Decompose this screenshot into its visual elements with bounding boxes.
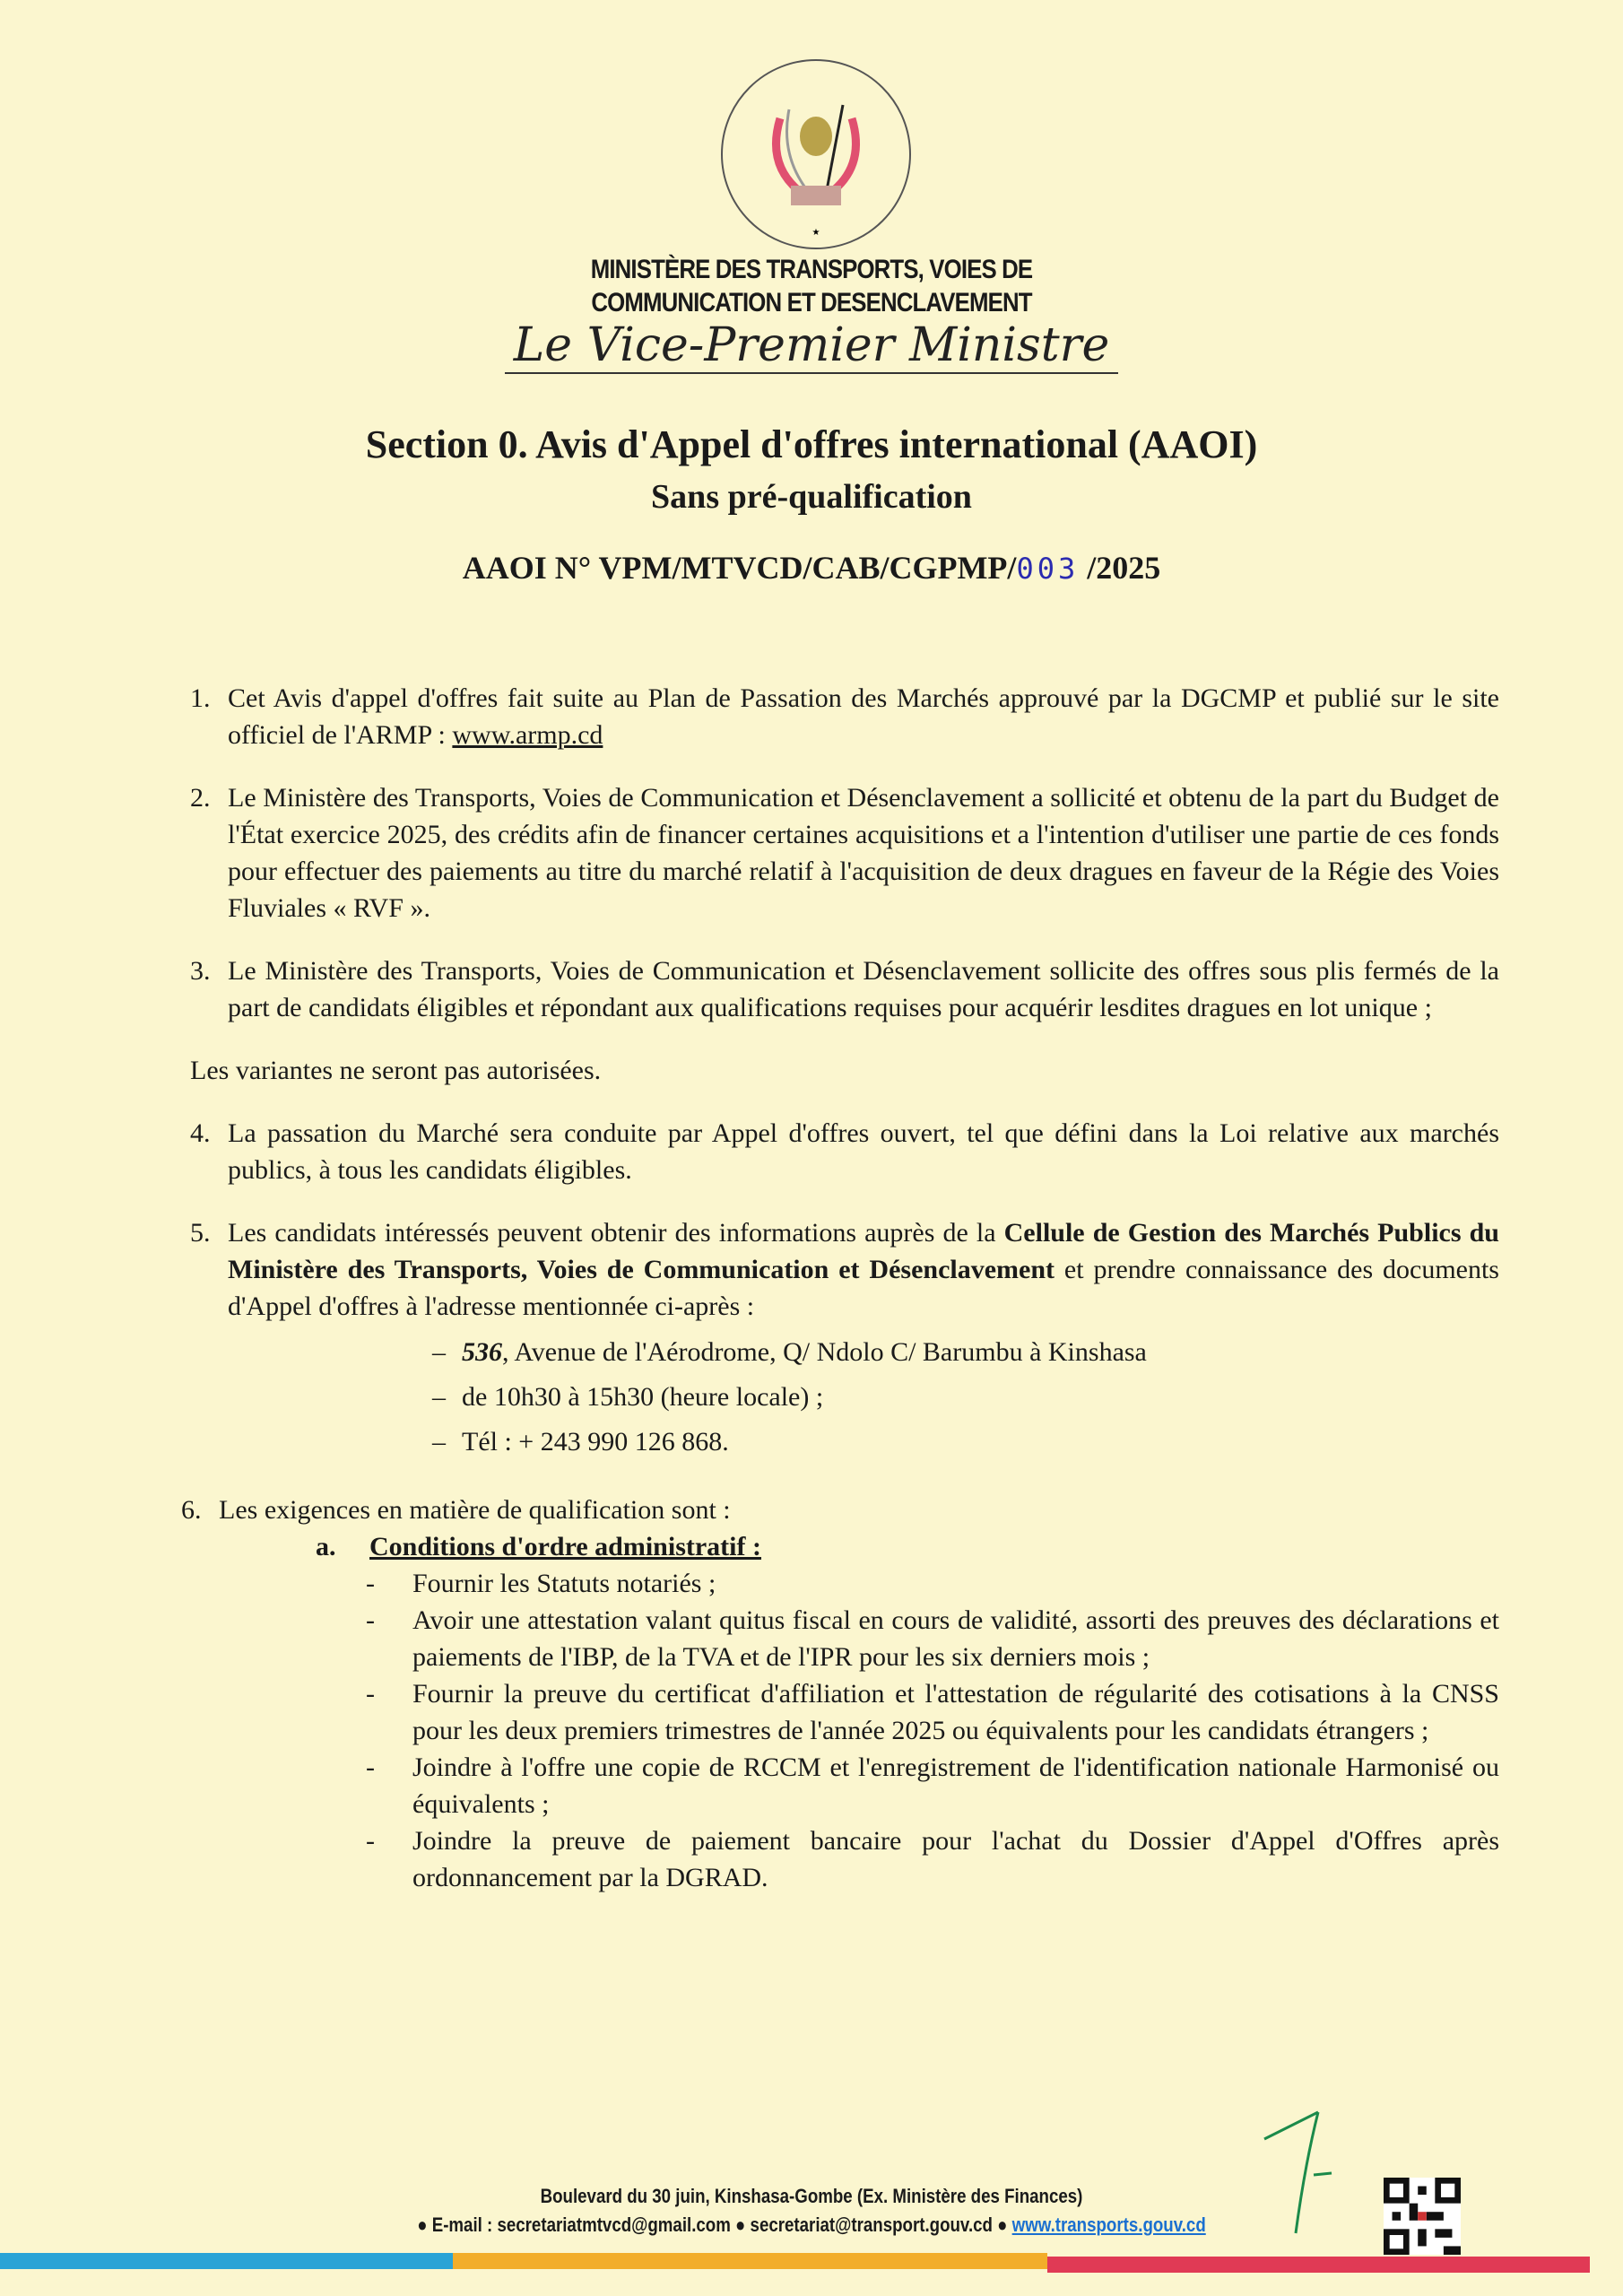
- contact-list: [432, 1330, 1499, 1465]
- ministry-name-line2: COMMUNICATION ET DESENCLAVEMENT: [591, 288, 1032, 317]
- variantes-note: Les variantes ne seront pas autorisées.: [190, 1056, 602, 1085]
- website-link[interactable]: www.transports.gouv.cd: [1011, 2213, 1206, 2236]
- office-title: [0, 318, 1623, 372]
- section-subtitle: Sans pré-qualification: [651, 478, 972, 516]
- footer-emails: ● E-mail : secretariatmtvcd@gmail.com ● secretariat@transport.gouv.cd ●: [417, 2213, 1012, 2236]
- condition-item: - Avoir une attestation valant quitus fiscal en cours de validité, assorti des preuves des déclarations et paiements de l'IBP, de la TVA et de l'IPR pour les six derniers mois ;: [366, 1605, 1499, 1672]
- item-number: 2.: [190, 783, 211, 813]
- item-number: 1.: [190, 683, 211, 713]
- condition-item: - Joindre à l'offre une copie de RCCM et l'enregistrement de l'identification nationale Harmonisé ou équivalents ;: [366, 1752, 1499, 1819]
- condition-item: - Fournir la preuve du certificat d'affiliation et l'attestation de régularité des cotisations à la CNSS pour les deux premiers trimestres de l'année 2025 ou équivalents pour les candidats étrangers ;: [366, 1679, 1499, 1745]
- footer-address: Boulevard du 30 juin, Kinshasa-Gombe (Ex. Ministère des Finances): [540, 2185, 1083, 2207]
- p5-bold: Cellule de Gestion des Marchés Publics du Ministère des Transports, Voies de Communication et Désenclavement: [228, 1218, 1499, 1284]
- armp-link[interactable]: www.armp.cd: [452, 720, 603, 750]
- flag-bar-blue: [0, 2253, 453, 2269]
- section-title: Section 0. Avis d'Appel d'offres international (AAOI): [365, 422, 1258, 466]
- admin-conditions-list: [190, 1565, 1499, 1896]
- ref-suffix: /2025: [1079, 550, 1161, 586]
- ref-prefix: AAOI N° VPM/MTVCD/CAB/CGPMP/: [462, 550, 1017, 586]
- item-number: 6.: [181, 1495, 202, 1525]
- p4-text: La passation du Marché sera conduite par Appel d'offres ouvert, tel que défini dans la Loi relative aux marchés publics, à tous les candidats éligibles.: [228, 1118, 1499, 1185]
- paragraph-6: [181, 1492, 1499, 1528]
- item-number: 5.: [190, 1218, 211, 1248]
- address-number: 536: [462, 1337, 502, 1367]
- svg-text:★: ★: [812, 228, 820, 238]
- footer-contacts: [122, 2213, 1502, 2237]
- subsection-a: [316, 1528, 1499, 1565]
- p5-text-a: Les candidats intéressés peuvent obtenir des informations auprès de la: [228, 1218, 1004, 1248]
- address-text: , Avenue de l'Aérodrome, Q/ Ndolo C/ Barumbu à Kinshasa: [502, 1337, 1147, 1367]
- flag-bar-yellow: [453, 2253, 1047, 2269]
- paragraph-5: [190, 1214, 1499, 1325]
- item-number: 3.: [190, 956, 211, 986]
- reference-number: [0, 549, 1623, 587]
- p5-text-b: et prendre connaissance des documents d'Appel d'offres à l'adresse mentionnée ci-après :: [228, 1255, 1499, 1321]
- p1-text: Cet Avis d'appel d'offres fait suite au Plan de Passation des Marchés approuvé par la DGCMP et publié sur le site officiel de l'ARMP :: [228, 683, 1499, 750]
- subsection-title: Conditions d'ordre administratif :: [369, 1532, 761, 1561]
- ref-handwritten-number: 003: [1016, 552, 1080, 586]
- subsection-label: a.: [316, 1532, 336, 1561]
- ministry-name-line1: MINISTÈRE DES TRANSPORTS, VOIES DE: [590, 255, 1033, 284]
- coat-of-arms-seal: [717, 56, 915, 253]
- item-number: 4.: [190, 1118, 211, 1148]
- condition-item: - Fournir les Statuts notariés ;: [366, 1569, 716, 1598]
- paragraph-2: [190, 779, 1499, 926]
- paragraph-1: [190, 680, 1499, 753]
- p3-text: Le Ministère des Transports, Voies de Communication et Désenclavement sollicite des offres sous plis fermés de la part de candidats éligibles et répondant aux qualifications requises pour acquérir lesdites dragues en lot unique ;: [228, 956, 1499, 1022]
- qr-code: [1384, 2178, 1461, 2255]
- office-title-text: Le Vice-Premier Ministre: [505, 318, 1119, 374]
- hours-item: – de 10h30 à 15h30 (heure locale) ;: [432, 1375, 1499, 1420]
- p6-text: Les exigences en matière de qualification sont :: [219, 1495, 731, 1525]
- paragraph-4: [190, 1115, 1499, 1188]
- phone-item: – Tél : + 243 990 126 868.: [432, 1420, 1499, 1465]
- address-item: [432, 1330, 1499, 1375]
- paragraph-3: [190, 952, 1499, 1026]
- condition-item: - Joindre la preuve de paiement bancaire pour l'achat du Dossier d'Appel d'Offres après ordonnancement par la DGRAD.: [366, 1826, 1499, 1892]
- notice-body: [181, 680, 1499, 1896]
- p2-text: Le Ministère des Transports, Voies de Communication et Désenclavement a sollicité et obtenu de la part du Budget de l'État exercice 2025, des crédits afin de financer certaines acquisitions et a l'intention d'utiliser une partie de ces fonds pour effectuer des paiements au titre du marché relatif à l'acquisition de deux dragues en faveur de la Régie des Voies Fluviales « RVF ».: [228, 783, 1499, 923]
- flag-bar-red: [1047, 2257, 1590, 2273]
